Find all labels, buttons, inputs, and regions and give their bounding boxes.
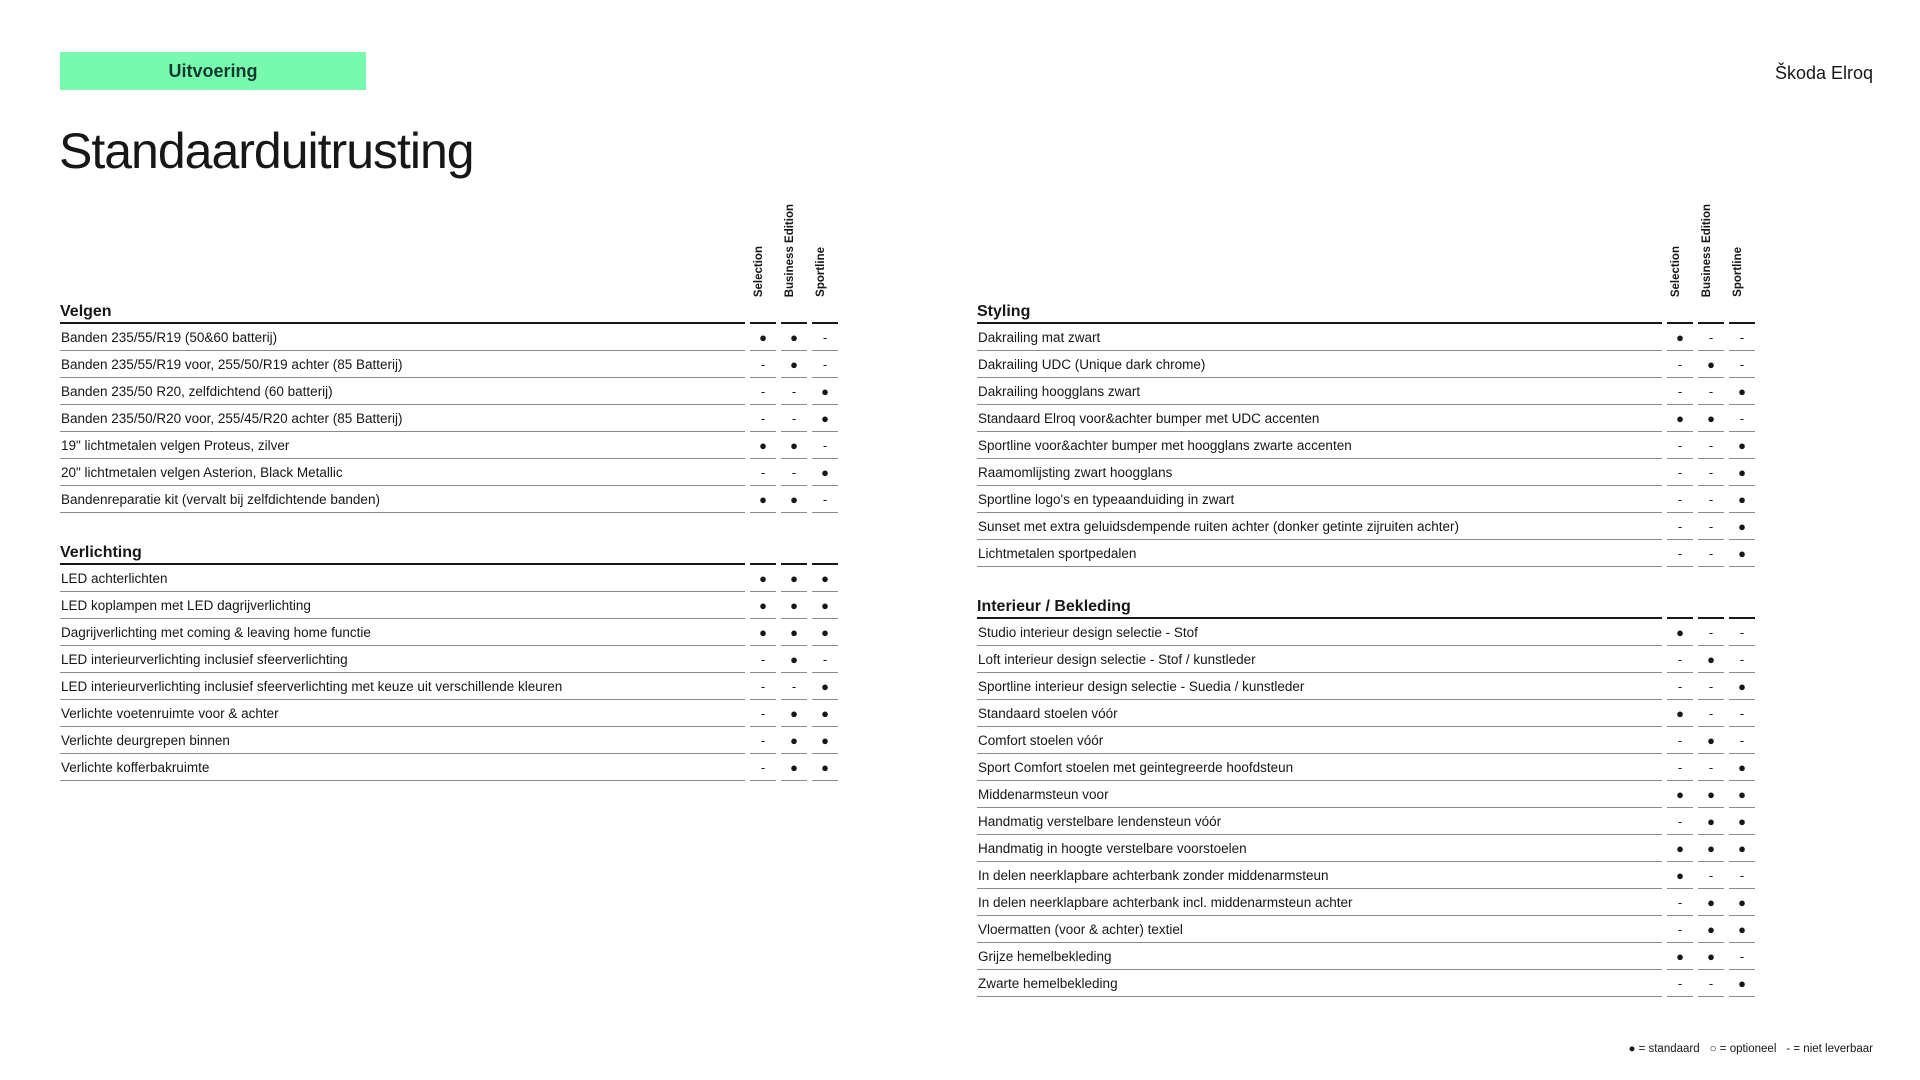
availability-cell: ● (781, 619, 807, 646)
row-label: Comfort stoelen vóór (977, 727, 1662, 754)
availability-cell: - (812, 486, 838, 513)
availability-cell: ● (1698, 405, 1724, 432)
availability-cell: ● (1667, 405, 1693, 432)
availability-cell: - (1729, 405, 1755, 432)
column-header-business-edition: Business Edition (784, 203, 796, 297)
row-label: Dakrailing mat zwart (977, 324, 1662, 351)
row-label: Standaard Elroq voor&achter bumper met UDC accenten (977, 405, 1662, 432)
availability-cell: ● (1667, 700, 1693, 727)
section-column-rule (750, 538, 776, 565)
availability-cell: - (1667, 459, 1693, 486)
availability-cell: ● (781, 351, 807, 378)
equipment-section (60, 538, 838, 781)
availability-cell: - (750, 754, 776, 781)
availability-cell: - (750, 405, 776, 432)
section-column-rule (1698, 297, 1724, 324)
column-headers-right (977, 202, 1755, 297)
table-row (60, 619, 838, 646)
availability-cell: ● (1729, 970, 1755, 997)
table-row (977, 673, 1755, 700)
table-row (977, 459, 1755, 486)
table-row (60, 378, 838, 405)
table-row (60, 324, 838, 351)
availability-cell: ● (781, 432, 807, 459)
availability-cell: - (750, 727, 776, 754)
row-label: LED achterlichten (60, 565, 745, 592)
availability-cell: - (1667, 540, 1693, 567)
availability-cell: ● (750, 486, 776, 513)
availability-cell: - (1729, 324, 1755, 351)
availability-cell: - (1667, 432, 1693, 459)
table-row (977, 619, 1755, 646)
legend (1628, 1043, 1873, 1055)
left-table (60, 202, 838, 806)
row-label: Middenarmsteun voor (977, 781, 1662, 808)
row-label: Sportline voor&achter bumper met hoogglans zwarte accenten (977, 432, 1662, 459)
availability-cell: - (812, 646, 838, 673)
section-header (977, 592, 1755, 619)
row-label: Verlichte kofferbakruimte (60, 754, 745, 781)
equipment-section (977, 297, 1755, 567)
page-title: Standaarduitrusting (59, 123, 474, 179)
column-header-sportline: Sportline (815, 247, 827, 297)
section-column-rule (812, 297, 838, 324)
availability-cell: ● (1698, 808, 1724, 835)
table-row (60, 700, 838, 727)
row-label: Loft interieur design selectie - Stof / kunstleder (977, 646, 1662, 673)
table-row (977, 889, 1755, 916)
column-header-business-edition: Business Edition (1701, 203, 1713, 297)
section-title: Interieur / Bekleding (977, 592, 1662, 619)
table-row (977, 432, 1755, 459)
legend-standard: ● = standaard (1628, 1043, 1700, 1055)
availability-cell: ● (812, 565, 838, 592)
row-label: LED interieurverlichting inclusief sfeerverlichting met keuze uit verschillende kleuren (60, 673, 745, 700)
availability-cell: ● (781, 646, 807, 673)
row-label: Verlichte deurgrepen binnen (60, 727, 745, 754)
availability-cell: - (1729, 862, 1755, 889)
table-row (60, 646, 838, 673)
row-label: Dakrailing UDC (Unique dark chrome) (977, 351, 1662, 378)
availability-cell: ● (750, 324, 776, 351)
table-row (60, 351, 838, 378)
right-sections (977, 297, 1755, 997)
table-row (60, 486, 838, 513)
availability-cell: ● (1729, 378, 1755, 405)
availability-cell: ● (1729, 540, 1755, 567)
column-headers-left (60, 202, 838, 297)
availability-cell: ● (812, 619, 838, 646)
availability-cell: - (1698, 459, 1724, 486)
table-row (60, 727, 838, 754)
availability-cell: ● (1729, 673, 1755, 700)
availability-cell: - (1729, 619, 1755, 646)
row-label: Sportline interieur design selectie - Suedia / kunstleder (977, 673, 1662, 700)
availability-cell: - (1667, 808, 1693, 835)
row-label: Grijze hemelbekleding (977, 943, 1662, 970)
availability-cell: ● (750, 619, 776, 646)
table-row (60, 432, 838, 459)
availability-cell: ● (1729, 781, 1755, 808)
availability-cell: ● (1698, 916, 1724, 943)
row-label: Studio interieur design selectie - Stof (977, 619, 1662, 646)
availability-cell: ● (1729, 889, 1755, 916)
availability-cell: - (1667, 889, 1693, 916)
availability-cell: - (1698, 754, 1724, 781)
section-title: Styling (977, 297, 1662, 324)
availability-cell: ● (1667, 835, 1693, 862)
availability-cell: - (1698, 486, 1724, 513)
availability-cell: - (1698, 540, 1724, 567)
table-row (977, 486, 1755, 513)
row-label: Sportline logo's en typeaanduiding in zwart (977, 486, 1662, 513)
availability-cell: ● (781, 486, 807, 513)
availability-cell: - (781, 459, 807, 486)
availability-cell: - (750, 700, 776, 727)
row-label: LED interieurverlichting inclusief sfeerverlichting (60, 646, 745, 673)
table-row (60, 405, 838, 432)
availability-cell: ● (1729, 754, 1755, 781)
availability-cell: ● (1667, 781, 1693, 808)
section-tag (60, 52, 366, 90)
availability-cell: ● (812, 700, 838, 727)
section-tag-label: Uitvoering (168, 60, 258, 81)
table-row (977, 513, 1755, 540)
availability-cell: - (1667, 378, 1693, 405)
column-header-selection: Selection (1670, 245, 1682, 297)
row-label: Vloermatten (voor & achter) textiel (977, 916, 1662, 943)
availability-cell: - (1698, 673, 1724, 700)
availability-cell: - (750, 459, 776, 486)
availability-cell: - (781, 673, 807, 700)
row-label: Zwarte hemelbekleding (977, 970, 1662, 997)
row-label: Banden 235/50/R20 voor, 255/45/R20 achter (85 Batterij) (60, 405, 745, 432)
section-title: Verlichting (60, 538, 745, 565)
table-row (977, 862, 1755, 889)
availability-cell: ● (1729, 808, 1755, 835)
availability-cell: ● (1698, 727, 1724, 754)
availability-cell: - (1729, 727, 1755, 754)
availability-cell: ● (1667, 619, 1693, 646)
table-row (977, 405, 1755, 432)
equipment-section (60, 297, 838, 513)
availability-cell: - (1729, 351, 1755, 378)
availability-cell: ● (812, 727, 838, 754)
row-label: In delen neerklapbare achterbank zonder middenarmsteun (977, 862, 1662, 889)
row-label: Dakrailing hoogglans zwart (977, 378, 1662, 405)
section-column-rule (781, 538, 807, 565)
row-label: Standaard stoelen vóór (977, 700, 1662, 727)
row-label: Banden 235/50 R20, zelfdichtend (60 batterij) (60, 378, 745, 405)
availability-cell: - (1667, 513, 1693, 540)
row-label: In delen neerklapbare achterbank incl. middenarmsteun achter (977, 889, 1662, 916)
row-label: Handmatig verstelbare lendensteun vóór (977, 808, 1662, 835)
table-row (977, 970, 1755, 997)
right-table (977, 202, 1755, 1022)
row-label: Banden 235/55/R19 (50&60 batterij) (60, 324, 745, 351)
availability-cell: ● (781, 565, 807, 592)
row-label: 20" lichtmetalen velgen Asterion, Black Metallic (60, 459, 745, 486)
availability-cell: ● (1729, 835, 1755, 862)
section-title: Velgen (60, 297, 745, 324)
section-column-rule (1729, 297, 1755, 324)
table-row (60, 592, 838, 619)
row-label: LED koplampen met LED dagrijverlichting (60, 592, 745, 619)
row-label: Dagrijverlichting met coming & leaving home functie (60, 619, 745, 646)
availability-cell: ● (1667, 862, 1693, 889)
section-header (977, 297, 1755, 324)
availability-cell: ● (781, 754, 807, 781)
equipment-section (977, 592, 1755, 997)
availability-cell: ● (1698, 835, 1724, 862)
section-column-rule (1667, 297, 1693, 324)
availability-cell: ● (781, 727, 807, 754)
table-row (60, 673, 838, 700)
availability-cell: ● (812, 459, 838, 486)
row-label: Banden 235/55/R19 voor, 255/50/R19 achter (85 Batterij) (60, 351, 745, 378)
availability-cell: - (1698, 378, 1724, 405)
table-row (977, 781, 1755, 808)
section-header (60, 297, 838, 324)
table-row (977, 540, 1755, 567)
availability-cell: - (750, 673, 776, 700)
availability-cell: - (812, 351, 838, 378)
availability-cell: - (1698, 513, 1724, 540)
table-row (977, 916, 1755, 943)
availability-cell: ● (812, 673, 838, 700)
legend-optional: ○ = optioneel (1709, 1043, 1777, 1055)
availability-cell: ● (750, 432, 776, 459)
availability-cell: - (781, 405, 807, 432)
row-label: Sunset met extra geluidsdempende ruiten achter (donker getinte zijruiten achter) (977, 513, 1662, 540)
availability-cell: - (1667, 351, 1693, 378)
left-sections (60, 297, 838, 781)
availability-cell: - (750, 646, 776, 673)
row-label: Bandenreparatie kit (vervalt bij zelfdichtende banden) (60, 486, 745, 513)
availability-cell: - (1698, 619, 1724, 646)
availability-cell: ● (812, 378, 838, 405)
availability-cell: - (1667, 916, 1693, 943)
row-label: Raamomlijsting zwart hoogglans (977, 459, 1662, 486)
row-label: Sport Comfort stoelen met geintegreerde hoofdsteun (977, 754, 1662, 781)
availability-cell: - (1667, 486, 1693, 513)
availability-cell: - (1729, 700, 1755, 727)
availability-cell: - (1667, 646, 1693, 673)
availability-cell: ● (1729, 459, 1755, 486)
table-row (977, 754, 1755, 781)
table-row (977, 943, 1755, 970)
availability-cell: - (1698, 862, 1724, 889)
section-column-rule (1729, 592, 1755, 619)
availability-cell: ● (812, 405, 838, 432)
section-column-rule (750, 297, 776, 324)
section-column-rule (781, 297, 807, 324)
availability-cell: ● (1698, 781, 1724, 808)
row-label: 19" lichtmetalen velgen Proteus, zilver (60, 432, 745, 459)
availability-cell: ● (1698, 889, 1724, 916)
availability-cell: - (1729, 943, 1755, 970)
section-column-rule (812, 538, 838, 565)
availability-cell: ● (812, 592, 838, 619)
availability-cell: ● (1698, 646, 1724, 673)
availability-cell: ● (1698, 351, 1724, 378)
availability-cell: - (750, 378, 776, 405)
table-row (977, 727, 1755, 754)
row-label: Lichtmetalen sportpedalen (977, 540, 1662, 567)
availability-cell: ● (812, 754, 838, 781)
availability-cell: ● (1698, 943, 1724, 970)
brand-name: Škoda Elroq (1774, 63, 1873, 83)
availability-cell: - (750, 351, 776, 378)
row-label: Handmatig in hoogte verstelbare voorstoelen (977, 835, 1662, 862)
table-row (977, 378, 1755, 405)
availability-cell: - (1667, 754, 1693, 781)
availability-cell: ● (750, 592, 776, 619)
table-row (60, 754, 838, 781)
table-row (60, 565, 838, 592)
table-row (60, 459, 838, 486)
section-column-rule (1698, 592, 1724, 619)
availability-cell: ● (1667, 324, 1693, 351)
column-header-selection: Selection (753, 245, 765, 297)
row-label: Verlichte voetenruimte voor & achter (60, 700, 745, 727)
availability-cell: ● (781, 700, 807, 727)
availability-cell: ● (781, 324, 807, 351)
availability-cell: - (1698, 970, 1724, 997)
availability-cell: - (1667, 673, 1693, 700)
table-row (977, 351, 1755, 378)
section-header (60, 538, 838, 565)
availability-cell: - (1667, 970, 1693, 997)
availability-cell: - (812, 324, 838, 351)
availability-cell: ● (1729, 916, 1755, 943)
table-row (977, 808, 1755, 835)
availability-cell: - (1729, 646, 1755, 673)
table-row (977, 324, 1755, 351)
availability-cell: - (812, 432, 838, 459)
availability-cell: ● (781, 592, 807, 619)
section-column-rule (1667, 592, 1693, 619)
availability-cell: ● (1667, 943, 1693, 970)
legend-unavailable: - = niet leverbaar (1786, 1043, 1873, 1055)
table-row (977, 835, 1755, 862)
availability-cell: - (1667, 727, 1693, 754)
availability-cell: ● (1729, 432, 1755, 459)
availability-cell: - (1698, 700, 1724, 727)
availability-cell: ● (750, 565, 776, 592)
table-row (977, 646, 1755, 673)
availability-cell: - (1698, 324, 1724, 351)
availability-cell: ● (1729, 513, 1755, 540)
availability-cell: - (781, 378, 807, 405)
column-header-sportline: Sportline (1732, 247, 1744, 297)
availability-cell: ● (1729, 486, 1755, 513)
table-row (977, 700, 1755, 727)
availability-cell: - (1698, 432, 1724, 459)
